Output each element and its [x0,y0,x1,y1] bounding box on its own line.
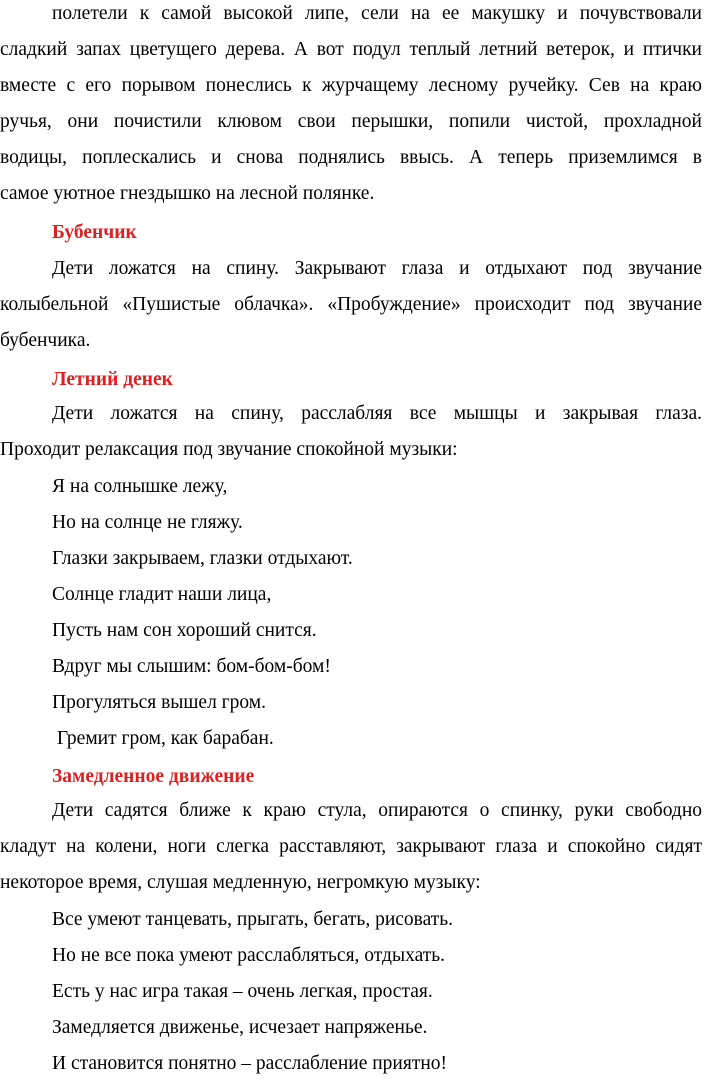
poem-line: Но на солнце не гляжу. [52,512,243,533]
intro-line-1-text: полетели к самой высокой липе, сели на ее макушку и почувствовали [52,3,702,24]
poem-line: Глазки закрываем, глазки отдыхают. [52,548,353,569]
intro-line-6-text: самое уютное гнездышко на лесной полянке. [0,183,375,204]
bubenchik-line-3-text: бубенчика. [0,330,91,351]
poem-line: Солнце гладит наши лица, [52,584,272,605]
bubenchik-line-1-text: Дети ложатся на спину. Закрывают глаза и отдыхают под звучание [52,258,702,279]
intro-line-2-text: сладкий запах цветущего дерева. А вот подул теплый летний ветерок, и птички [0,39,702,60]
intro-line-1 [52,2,702,26]
intro-line-3-text: вместе с его порывом понеслись к журчащему лесному ручейку. Сев на краю [0,75,702,96]
intro-line-2 [0,38,702,62]
bubenchik-line-1 [52,257,702,281]
letniy-line-1 [52,402,702,426]
poem-line: Я на солнышке лежу, [52,476,228,497]
intro-line-4 [0,110,702,134]
bubenchik-line-2-text: колыбельной «Пушистые облачка». «Пробуждение» происходит под звучание [0,294,702,315]
poem-line: Вдруг мы слышим: бом-бом-бом! [52,656,331,677]
poem-line: Замедляется движенье, исчезает напряженье. [52,1017,428,1038]
zamedlennoe-line-2-text: кладут на колени, ноги слегка расставляют, закрывают глаза и спокойно сидят [0,836,702,857]
zamedlennoe-line-2 [0,835,702,859]
poem-line: Гремит гром, как барабан. [52,728,274,749]
heading-bubenchik: Бубенчик [52,222,137,243]
poem-line: Прогуляться вышел гром. [52,692,267,713]
intro-line-5 [0,146,702,170]
bubenchik-line-2 [0,293,702,317]
letniy-line-1-text: Дети ложатся на спину, расслабляя все мышцы и закрывая глаза. [52,403,702,424]
zamedlennoe-line-3 [0,871,481,895]
bubenchik-line-3 [0,329,90,353]
zamedlennoe-line-1-text: Дети садятся ближе к краю стула, опираются о спинку, руки свободно [52,800,702,821]
poem-line: И становится понятно – расслабление приятно! [52,1053,448,1074]
heading-zamedlennoe-dvizhenie: Замедленное движение [52,766,255,787]
poem-line: Все умеют танцевать, прыгать, бегать, рисовать. [52,909,454,930]
zamedlennoe-line-1 [52,799,702,823]
intro-line-6 [0,182,374,206]
poem-line: Есть у нас игра такая – очень легкая, простая. [52,981,433,1002]
poem-line: Но не все пока умеют расслабляться, отдыхать. [52,945,446,966]
zamedlennoe-line-3-text: некоторое время, слушая медленную, негромкую музыку: [0,872,481,893]
intro-line-3 [0,74,702,98]
intro-line-5-text: водицы, поплескались и снова поднялись ввысь. А теперь приземлимся в [0,147,702,168]
intro-line-4-text: ручья, они почистили клювом свои перышки, попили чистой, прохладной [0,111,702,132]
heading-letniy-denek: Летний денек [52,369,173,390]
letniy-line-2 [0,438,458,462]
letniy-line-2-text: Проходит релаксация под звучание спокойной музыки: [0,439,458,460]
poem-line: Пусть нам сон хороший снится. [52,620,317,641]
